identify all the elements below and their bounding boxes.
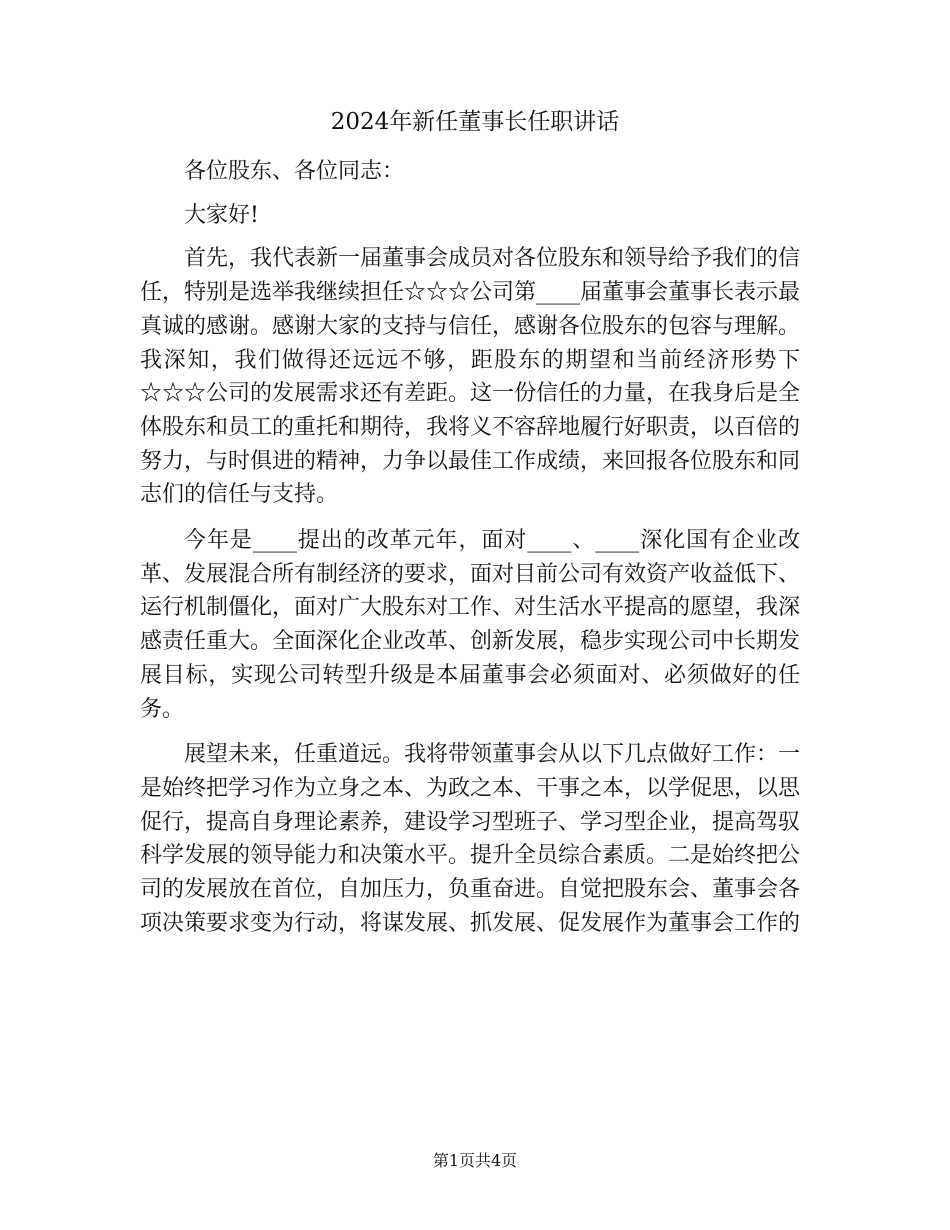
paragraph-2: 今年是____提出的改革元年，面对____、____深化国有企业改革、发展混合所有制经济的要求，面对目前公司有效资产收益低下、运行机制僵化，面对广大股东对工作、对生活水平提高的愿望，我深感责任重大。全面深化企业改革、创新发展，稳步实现公司中长期发展目标，实现公司转型升级是本届董事会必须面对、必须做好的任务。 bbox=[140, 528, 801, 722]
paragraph-1: 首先，我代表新一届董事会成员对各位股东和领导给予我们的信任，特别是选举我继续担任☆☆☆公司第____届董事会董事长表示最真诚的感谢。感谢大家的支持与信任，感谢各位股东的包容与理解。我深知，我们做得还远远不够，距股东的期望和当前经济形势下☆☆☆公司的发展需求还有差距。这一份信任的力量，在我身后是全体股东和员工的重托和期待，我将义不容辞地履行好职责，以百倍的努力，与时俱进的精神，力争以最佳工作成绩，来回报各位股东和同志们的信任与支持。 bbox=[140, 246, 801, 508]
document-body bbox=[140, 155, 800, 952]
salutation: 各位股东、各位同志： bbox=[184, 159, 405, 184]
page-indicator: 第1页共4页 bbox=[432, 1151, 518, 1170]
greeting: 大家好! bbox=[184, 202, 259, 228]
paragraph-3: 展望未来，任重道远。我将带领董事会从以下几点做好工作：一是始终把学习作为立身之本、为政之本、干事之本，以学促思，以思促行，提高自身理论素养，建设学习型班子、学习型企业，提高驾驭科学发展的领导能力和决策水平。提升全员综合素质。二是始终把公司的发展放在首位，自加压力，负重奋进。自觉把股东会、董事会各项决策要求变为行动，将谋发展、抓发展、促发展作为董事会工作的 bbox=[140, 742, 801, 936]
document-title: 2024年新任董事长任职讲话 bbox=[330, 109, 620, 135]
